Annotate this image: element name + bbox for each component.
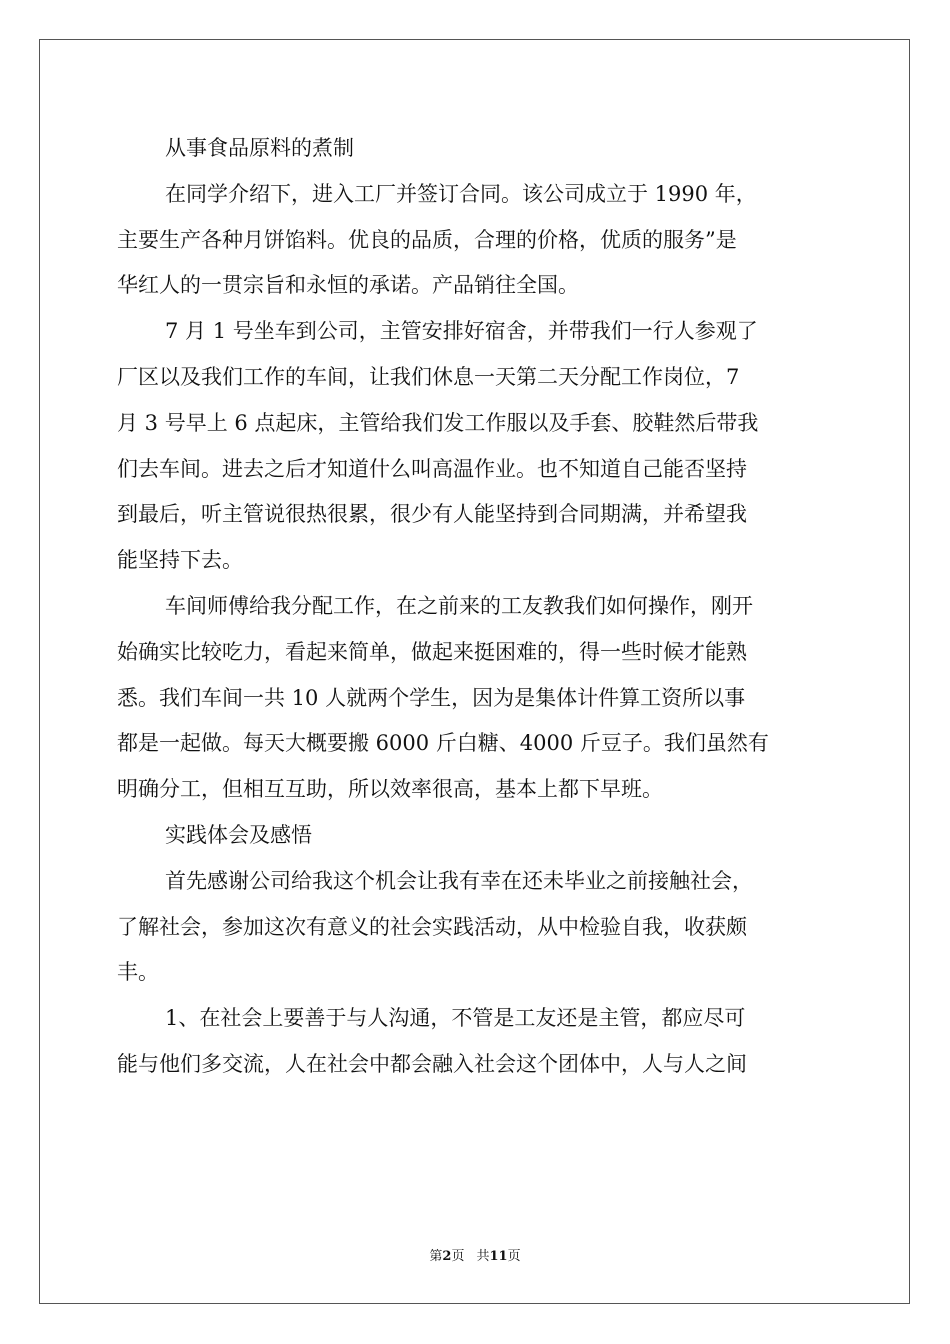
text-line: 华红人的一贯宗旨和永恒的承诺。产品销往全国。 (117, 273, 579, 298)
total-prefix: 共 (476, 1249, 490, 1264)
total-suffix: 页 (507, 1249, 521, 1264)
text-line: 车间师傅给我分配工作，在之前来的工友教我们如何操作，刚开 (165, 593, 753, 618)
text-line: 到最后，听主管说很热很累，很少有人能坚持到合同期满，并希望我 (117, 502, 747, 527)
text-line: 在同学介绍下，进入工厂并签订合同。该公司成立于 1990 年， (165, 181, 757, 206)
text-line: 们去车间。进去之后才知道什么叫高温作业。也不知道自己能否坚持 (117, 456, 747, 481)
text-line: 都是一起做。每天大概要搬 6000 斤白糖、4000 斤豆子。我们虽然有 (117, 731, 769, 756)
text-line: 7 月 1 号坐车到公司，主管安排好宿舍，并带我们一行人参观了 (165, 319, 758, 344)
text-line: 始确实比较吃力，看起来简单，做起来挺困难的，得一些时候才能熟 (117, 639, 747, 664)
section-heading: 实践体会及感悟 (165, 822, 312, 847)
text-line: 明确分工，但相互互助，所以效率很高，基本上都下早班。 (117, 777, 663, 802)
text-line: 厂区以及我们工作的车间，让我们休息一天第二天分配工作岗位，7 (117, 364, 740, 389)
text-line: 悉。我们车间一共 10 人就两个学生，因为是集体计件算工资所以事 (117, 685, 746, 710)
text-line: 月 3 号早上 6 点起床，主管给我们发工作服以及手套、胶鞋然后带我 (117, 410, 759, 435)
document-body (117, 126, 837, 1088)
text-line: 丰。 (117, 960, 159, 985)
current-page-number: 2 (442, 1249, 452, 1264)
text-line: 能坚持下去。 (117, 548, 243, 573)
text-line: 1、在社会上要善于与人沟通，不管是工友还是主管，都应尽可 (165, 1006, 746, 1031)
text-line: 从事食品原料的煮制 (165, 136, 354, 160)
page-suffix: 页 (451, 1249, 465, 1264)
text-line: 主要生产各种月饼馅料。优良的品质，合理的价格，优质的服务”是 (117, 227, 737, 252)
text-line: 首先感谢公司给我这个机会让我有幸在还未毕业之前接触社会， (165, 868, 753, 893)
page-footer (0, 1248, 950, 1266)
total-page-number: 11 (489, 1249, 508, 1264)
text-line: 能与他们多交流，人在社会中都会融入社会这个团体中，人与人之间 (117, 1051, 747, 1076)
text-line: 了解社会，参加这次有意义的社会实践活动，从中检验自我，收获颇 (117, 914, 747, 939)
page-prefix: 第 (429, 1249, 443, 1264)
